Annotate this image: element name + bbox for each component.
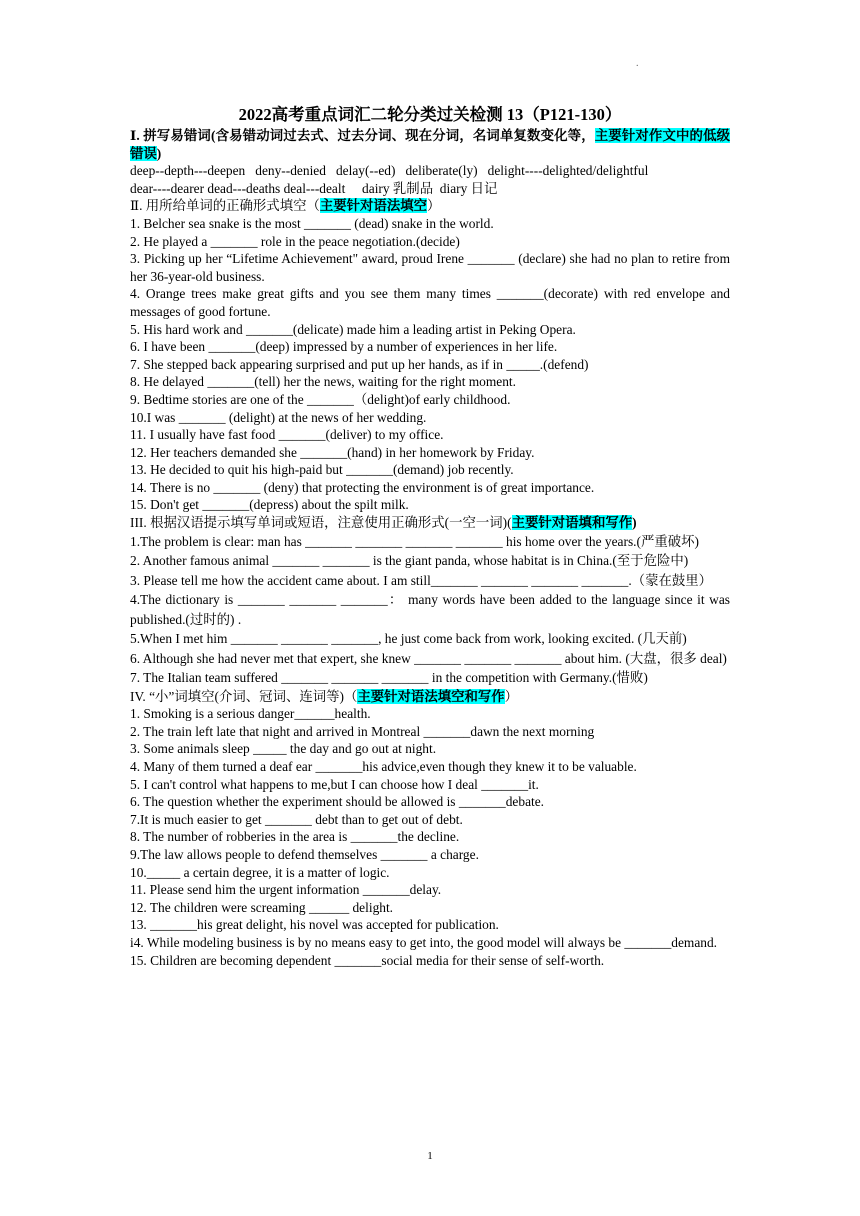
question-item: 15. Don't get _______(depress) about the spilt milk. [130,497,409,513]
question-item: 13. He decided to quit his high-paid but _______(demand) job recently. [130,462,514,478]
section4-heading [130,688,730,706]
question-item: 1. Belcher sea snake is the most _______ (dead) snake in the world. [130,215,494,231]
question-item: 2. The train left late that night and arrived in Montreal _______dawn the next morning [130,723,595,739]
question-item: 8. He delayed _______(tell) her the news, waiting for the right moment. [130,374,516,390]
document-body [130,105,730,969]
question-item: 11. Please send him the urgent information _______delay. [130,882,442,898]
question-item: 3. Picking up her “Lifetime Achievement" award, proud Irene _______ (declare) she had no plan to retire from her 36-year-old business. [130,251,730,284]
question-item: 2. He played a _______ role in the peace negotiation.(decide) [130,233,460,249]
question-item: i4. While modeling business is by no means easy to get into, the good model will always be _______demand. [130,934,717,950]
section2-heading-highlight: 主要针对语法填空 [319,198,427,214]
question-item: 4.The dictionary is _______ _______ _______： many words have been added to the language since it was published.(过时的) . [130,592,730,627]
question-item: 8. The number of robberies in the area is _______the decline. [130,829,460,845]
question-item: 12. The children were screaming ______ delight. [130,899,394,915]
page-title: 2022高考重点词汇二轮分类过关检测 13（P121-130） [238,105,622,124]
question-item: 9.The law allows people to defend themselves _______ a charge. [130,847,479,862]
question-item: 2. Another famous animal _______ _______ is the giant panda, whose habitat is in China.(至于危险中) [130,553,689,569]
section3-heading-close: ) [632,515,637,531]
section3-heading-text: III. 根据汉语提示填写单词或短语，注意使用正确形式(一空一词)( [130,515,512,531]
question-item: 6. Although she had never met that expert, she knew _______ _______ _______ about him. (大盘，很多 deal) [130,650,727,666]
question-item: 7. She stepped back appearing surprised and put up her hands, as if in _____.(defend) [130,356,589,372]
section4-heading-close: ） [504,688,519,704]
section2-list [130,215,730,514]
question-item: 4. Many of them turned a deaf ear _______his advice,even though they knew it to be valuable. [130,759,637,775]
question-item: 5.When I met him _______ _______ _______, he just come back from work, looking excited. (几天前) [130,631,687,647]
section2-heading [130,197,730,215]
section2-heading-close: ） [427,198,441,214]
question-item: 15. Children are becoming dependent _______social media for their sense of self-worth. [130,952,605,968]
question-item: 3. Some animals sleep _____ the day and go out at night. [130,741,437,757]
question-item: 4. Orange trees make great gifts and you see them many times _______(decorate) with red envelope and messages of good fortune. [130,286,730,319]
question-item: 13. _______his great delight, his novel was accepted for publication. [130,917,499,933]
section4-heading-highlight: 主要针对语法填空和写作 [357,688,505,704]
question-item: 7. The Italian team suffered _______ _______ _______ in the competition with Germany.(惜败) [130,670,648,686]
section1-heading-close: ) [156,145,162,161]
section4-list [130,705,730,969]
question-item: 1. Smoking is a serious danger______health. [130,706,371,722]
question-item: 5. His hard work and _______(delicate) made him a leading artist in Peking Opera. [130,321,576,337]
section4-heading-text: IV. “小”词填空(介词、冠词、连词等)（ [130,688,358,704]
spelling-line-2: dear----dearer dead---deaths deal---dealt dairy 乳制品 diary 日记 [130,180,498,196]
question-item: 10._____ a certain degree, it is a matter of logic. [130,864,390,880]
page-number: 1 [427,1150,433,1162]
question-item: 14. There is no _______ (deny) that protecting the environment is of great importance. [130,479,595,495]
question-item: 10.I was _______ (delight) at the news of her wedding. [130,409,427,425]
section1-heading-text: Ⅰ. 拼写易错词(含易错动词过去式、过去分词、现在分词，名词单复数变化等， [130,128,595,143]
question-item: 12. Her teachers demanded she _______(hand) in her homework by Friday. [130,444,535,460]
section3-list [130,532,730,688]
question-item: 1.The problem is clear: man has _______ _______ _______ _______ his home over the years.(严重破坏) [130,533,699,549]
question-item: 5. I can't control what happens to me,but I can choose how I deal _______it. [130,776,539,792]
question-item: 6. The question whether the experiment should be allowed is _______debate. [130,794,545,810]
spelling-line-1: deep--depth---deepen deny--denied delay(--ed) deliberate(ly) delight----delighted/delightful [130,163,649,179]
section3-heading-highlight: 主要针对语填和写作 [511,515,633,531]
section1-heading-highlight: 主要针对作文中的低级错误 [130,128,730,161]
section1-heading [130,127,730,162]
section3-heading [130,514,730,532]
question-item: 7.It is much easier to get _______ debt than to get out of debt. [130,811,463,827]
question-item: 11. I usually have fast food _______(deliver) to my office. [130,427,444,443]
page-mark: . [636,58,639,69]
question-item: 9. Bedtime stories are one of the _______（delight)of early childhood. [130,391,511,407]
question-item: 3. Please tell me how the accident came about. I am still_______ _______ _______ _______.（蒙在鼓里） [130,572,713,588]
section2-heading-text: Ⅱ. 用所给单词的正确形式填空（ [130,198,320,214]
question-item: 6. I have been _______(deep) impressed by a number of experiences in her life. [130,339,558,355]
